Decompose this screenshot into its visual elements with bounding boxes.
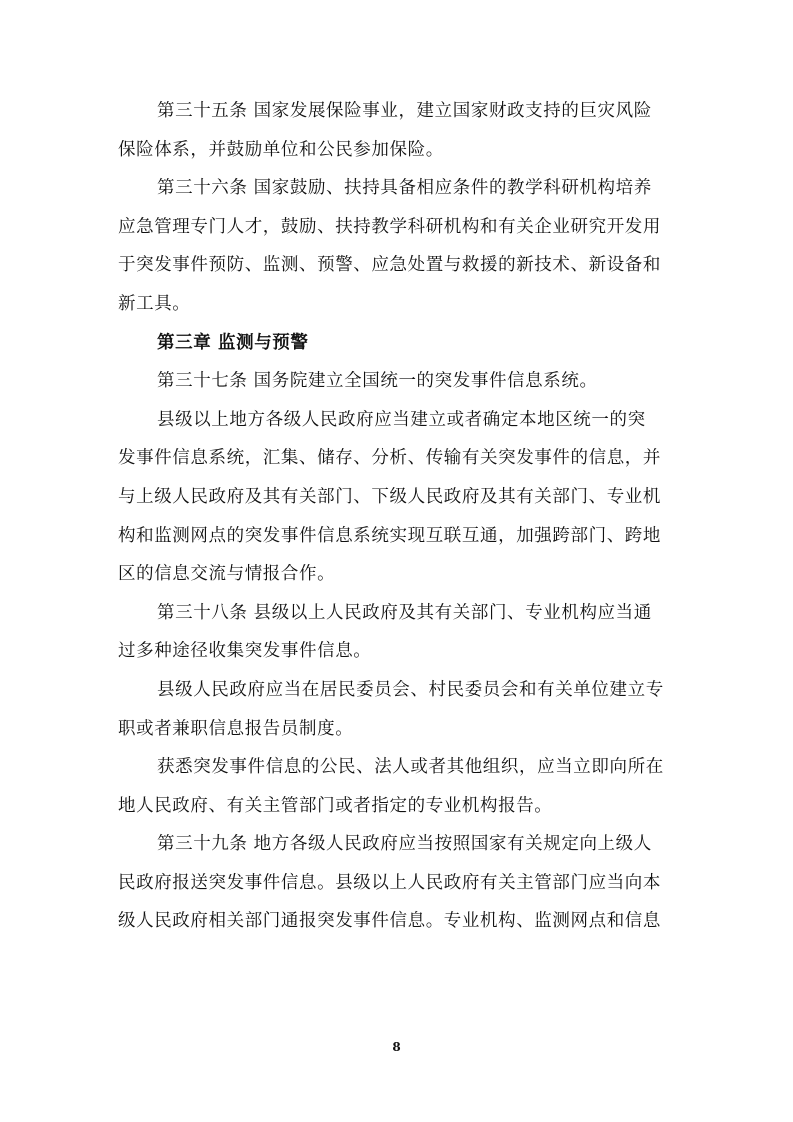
article-37-para2-line-5: 区的信息交流与情报合作。 (118, 564, 336, 585)
article-38-para2-line-1: 县级人民政府应当在居民委员会、村民委员会和有关单位建立专 (157, 679, 664, 700)
article-38-line-1: 第三十八条 县级以上人民政府及其有关部门、专业机构应当通 (157, 602, 652, 623)
article-36-line-3: 于突发事件预防、监测、预警、应急处置与救援的新技术、新设备和 (118, 255, 661, 276)
article-37-para2-line-2: 发事件信息系统，汇集、储存、分析、传输有关突发事件的信息，并 (118, 448, 661, 469)
article-37-para2-line-1: 县级以上地方各级人民政府应当建立或者确定本地区统一的突 (157, 409, 646, 430)
article-35-line-1: 第三十五条 国家发展保险事业，建立国家财政支持的巨灾风险 (157, 101, 652, 121)
article-38-para3-line-2: 地人民政府、有关主管部门或者指定的专业机构报告。 (118, 795, 553, 816)
article-36-line-4: 新工具。 (118, 293, 191, 314)
article-37-para2-line-4: 构和监测网点的突发事件信息系统实现互联互通，加强跨部门、跨地 (118, 525, 661, 546)
document-body (118, 92, 678, 941)
article-39-line-3: 级人民政府相关部门通报突发事件信息。专业机构、监测网点和信息 (118, 911, 661, 932)
article-36-line-1: 第三十六条 国家鼓励、扶持具备相应条件的教学科研机构培养 (157, 178, 652, 199)
page-number: 8 (392, 1040, 401, 1054)
article-35-line-2: 保险体系，并鼓励单位和公民参加保险。 (118, 139, 444, 160)
article-37-para2-line-3: 与上级人民政府及其有关部门、下级人民政府及其有关部门、专业机 (118, 486, 661, 507)
article-39-line-2: 民政府报送突发事件信息。县级以上人民政府有关主管部门应当向本 (118, 872, 661, 893)
article-39-line-1: 第三十九条 地方各级人民政府应当按照国家有关规定向上级人 (157, 834, 652, 855)
chapter-heading: 第三章 监测与预警 (157, 332, 309, 353)
article-36-line-2: 应急管理专门人才，鼓励、扶持教学科研机构和有关企业研究开发用 (118, 216, 661, 237)
article-38-para2-line-2: 职或者兼职信息报告员制度。 (118, 718, 354, 739)
article-38-line-2: 过多种途径收集突发事件信息。 (118, 641, 372, 662)
article-37-line-1: 第三十七条 国务院建立全国统一的突发事件信息系统。 (157, 371, 598, 392)
article-38-para3-line-1: 获悉突发事件信息的公民、法人或者其他组织，应当立即向所在 (157, 757, 664, 778)
